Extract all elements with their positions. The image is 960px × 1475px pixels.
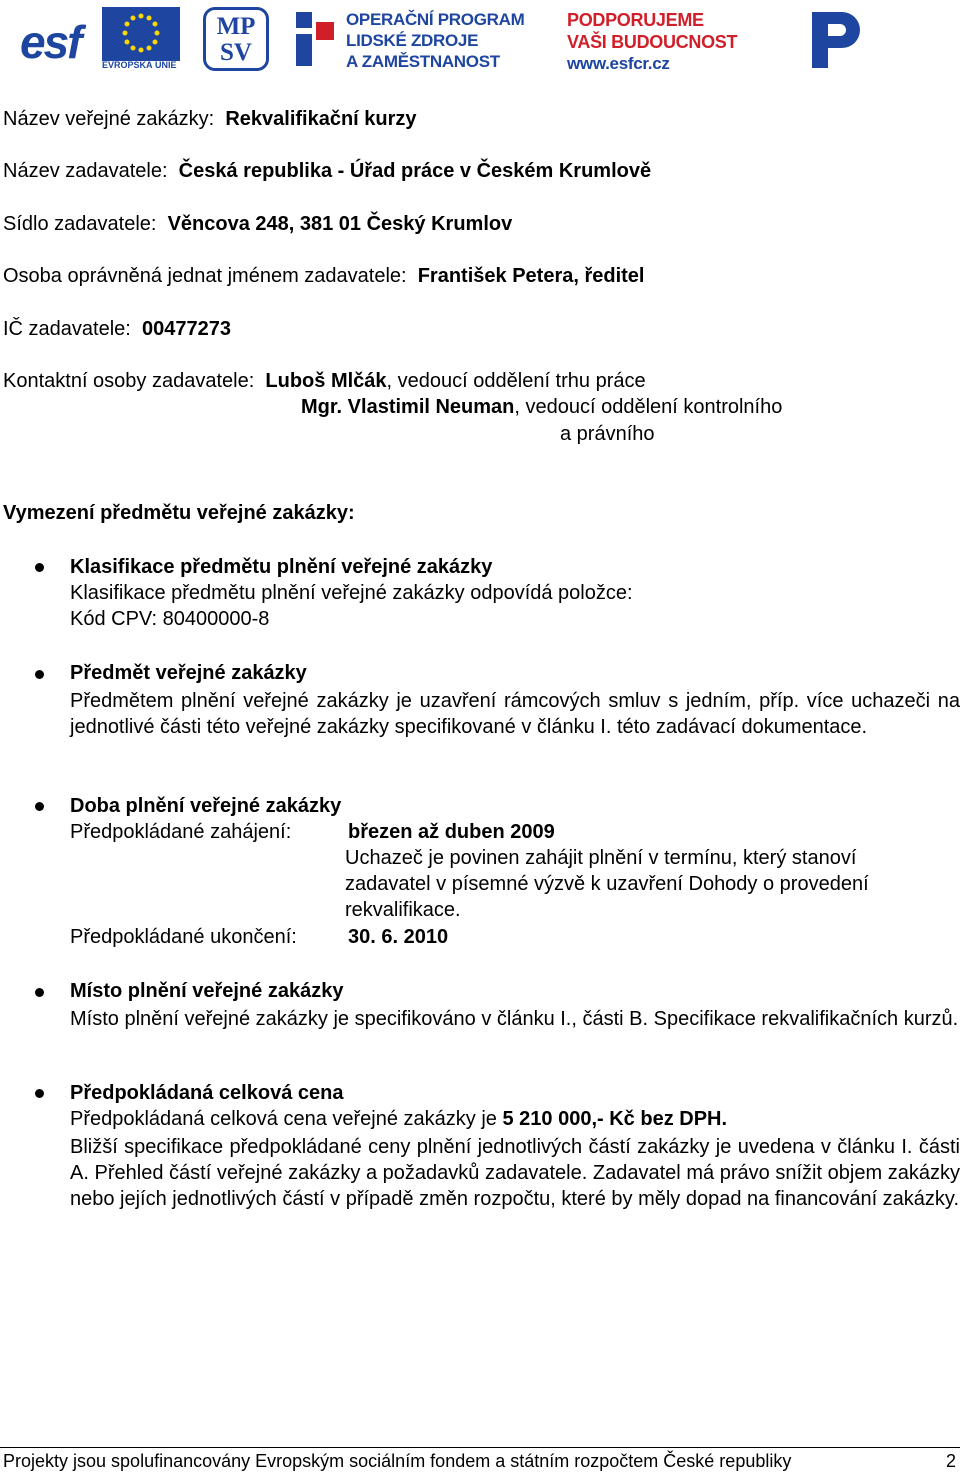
bullet-icon (35, 563, 44, 572)
contacts-row (3, 370, 646, 393)
price-title: Předpokládaná celková cena (70, 1082, 344, 1104)
seat-row (3, 213, 512, 236)
esf-wordmark: esf (20, 16, 81, 68)
duration-title: Doba plnění veřejné zakázky (70, 795, 342, 817)
representative-row (3, 265, 645, 288)
contract-name-row (3, 108, 417, 131)
classification-title: Klasifikace předmětu plnění veřejné zakázky (70, 556, 493, 578)
duration-end-label: Předpokládané ukončení: (70, 926, 297, 948)
classification-line1: Klasifikace předmětu plnění veřejné zakázky odpovídá položce: (70, 582, 633, 604)
bullet-icon (35, 1089, 44, 1098)
op-mark-icon (294, 8, 336, 70)
price-value: 5 210 000,- Kč bez DPH. (502, 1108, 728, 1130)
pb-line2: VAŠI BUDOUCNOST (567, 32, 738, 52)
op-line2: LIDSKÉ ZDROJE (346, 31, 479, 50)
duration-note-line1: Uchazeč je povinen zahájit plnění v termínu, který stanoví (345, 847, 857, 869)
section-title: Vymezení předmětu veřejné zakázky: (3, 502, 355, 524)
esf-logo (20, 7, 180, 71)
contact2-name: Mgr. Vlastimil Neuman (301, 396, 515, 418)
duration-start-label: Předpokládané zahájení: (70, 821, 292, 843)
seat-label: Sídlo zadavatele: (3, 213, 157, 235)
seat-value: Věncova 248, 381 01 Český Krumlov (167, 213, 513, 235)
contact2-role-continuation: a právního (560, 423, 655, 445)
eu-flag-icon (102, 7, 180, 61)
bullet-icon (35, 802, 44, 811)
op-logo-text (346, 9, 524, 72)
ic-row (3, 318, 231, 341)
mpsv-logo (203, 7, 269, 71)
place-text: Místo plnění veřejné zakázky je specifikováno v článku I., části B. Specifikace rekvalifikačních kurzů. (70, 1008, 959, 1030)
authority-label: Název zadavatele: (3, 160, 168, 182)
bullet-icon (35, 988, 44, 997)
contact1-role: , vedoucí oddělení trhu práce (386, 370, 646, 392)
subject-text: Předmětem plnění veřejné zakázky je uzavření rámcových smluv s jedním, příp. více uchazeči na jednotlivé části této veřejné zakázky specifikované v článku I. této zadávací dokumentace. (70, 690, 960, 739)
ic-value: 00477273 (141, 318, 231, 340)
ic-label: IČ zadavatele: (3, 318, 131, 340)
bullet-icon (35, 670, 44, 679)
duration-note-line3: rekvalifikace. (345, 899, 461, 921)
duration-note-line2: zadavatel v písemné výzvě k uzavření Dohody o provedení (345, 873, 869, 895)
contact1-name: Luboš Mlčák (265, 370, 387, 392)
podporujeme-logo (567, 9, 737, 75)
price-line1-prefix: Předpokládaná celková cena veřejné zakázky je (70, 1108, 503, 1130)
authority-row (3, 160, 651, 183)
footer-rule (0, 1447, 960, 1448)
op-line1: OPERAČNÍ PROGRAM (346, 10, 525, 29)
p-logo-icon (806, 6, 872, 72)
mpsv-line2: SV (220, 39, 252, 66)
footer-text: Projekty jsou spolufinancovány Evropským sociálním fondem a státním rozpočtem České republiky (3, 1451, 792, 1471)
contract-name-value: Rekvalifikační kurzy (225, 108, 417, 130)
authority-value: Česká republika - Úřad práce v Českém Krumlově (178, 160, 652, 182)
contact2-role: , vedoucí oddělení kontrolního (514, 396, 783, 418)
pb-line1: PODPORUJEME (567, 10, 704, 30)
logo-banner (0, 0, 960, 82)
page-number: 2 (946, 1451, 957, 1471)
duration-start-value: březen až duben 2009 (348, 821, 555, 843)
contacts-label: Kontaktní osoby zadavatele: (3, 370, 255, 392)
duration-end-value: 30. 6. 2010 (348, 926, 449, 948)
esf-caption: EVROPSKÁ UNIE (102, 60, 177, 70)
subject-title: Předmět veřejné zakázky (70, 662, 307, 684)
contact2-row (301, 396, 782, 419)
price-line1 (70, 1108, 727, 1131)
representative-label: Osoba oprávněná jednat jménem zadavatele: (3, 265, 407, 287)
classification-cpv: Kód CPV: 80400000-8 (70, 608, 270, 630)
place-title: Místo plnění veřejné zakázky (70, 980, 344, 1002)
pb-url: www.esfcr.cz (567, 54, 670, 73)
op-line3: A ZAMĚSTNANOST (346, 52, 500, 71)
mpsv-line1: MP (216, 13, 256, 40)
price-text: Bližší specifikace předpokládané ceny plnění jednotlivých částí zakázky je uvedena v článku I. části A. Přehled částí veřejné zakázky a požadavků zadavatele. Zadavatel má právo snížit objem zakázky nebo jejích jednotlivých částí v případě změn rozpočtu, které by měly dopad na financování zakázky. (70, 1136, 960, 1211)
representative-value: František Petera, ředitel (417, 265, 645, 287)
contract-name-label: Název veřejné zakázky: (3, 108, 215, 130)
